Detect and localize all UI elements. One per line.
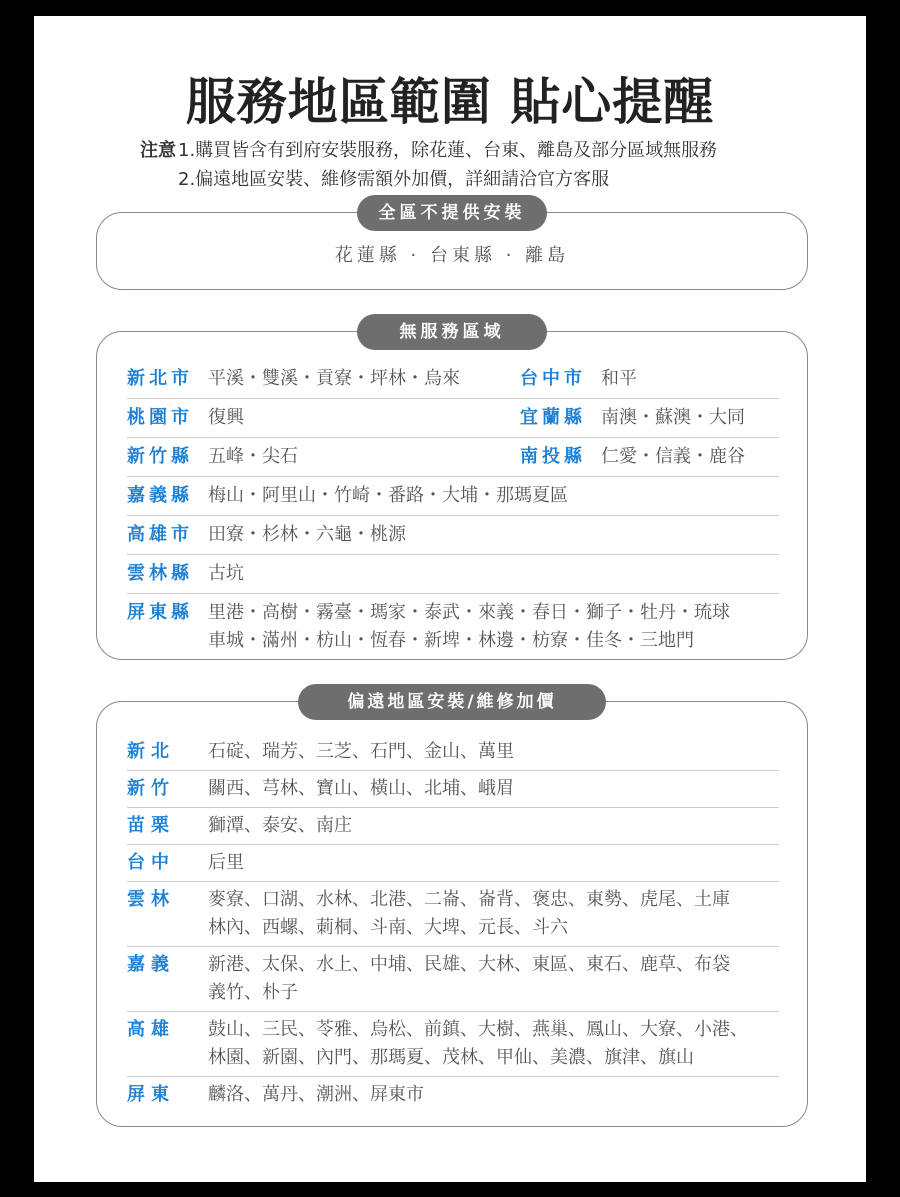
region-name: 高雄 (127, 1019, 175, 1040)
region-areas-cont: 林園、新園、內門、那瑪夏、茂林、甲仙、美濃、旗津、旗山 (208, 1047, 694, 1068)
page-title: 服務地區範圍 貼心提醒 (185, 73, 715, 131)
region-name: 雲林縣 (127, 563, 193, 584)
region-name: 嘉義縣 (127, 485, 193, 506)
region-name: 台中市 (520, 368, 586, 389)
notes (140, 136, 717, 194)
list-item (127, 734, 779, 771)
region-areas-cont: 車城・滿州・枋山・恆春・新埤・林邊・枋寮・佳冬・三地門 (208, 630, 694, 651)
region-areas: 南澳・蘇澳・大同 (601, 407, 745, 428)
notes-label: 注意 (140, 140, 176, 161)
region-areas: 平溪・雙溪・貢寮・坪林・烏來 (208, 368, 460, 389)
region-name: 台中 (127, 852, 175, 873)
region-name: 屏東縣 (127, 602, 193, 623)
region-areas: 后里 (208, 852, 244, 873)
list-item (127, 477, 779, 516)
list-item (127, 594, 779, 660)
region-name: 苗栗 (127, 815, 175, 836)
no-service-label: 無服務區域 (357, 314, 547, 350)
list-item (127, 771, 779, 808)
list-item (127, 516, 779, 555)
region-name: 新竹 (127, 778, 175, 799)
no-service-list (127, 360, 779, 660)
region-areas: 田寮・杉林・六龜・桃源 (208, 524, 406, 545)
region-name: 新北 (127, 741, 175, 762)
surcharge-label: 偏遠地區安裝/維修加價 (298, 684, 606, 720)
list-item (127, 360, 779, 399)
region-name: 新北市 (127, 368, 193, 389)
list-item (127, 1012, 779, 1077)
region-areas: 和平 (601, 368, 637, 389)
info-card (34, 16, 866, 1182)
list-item (127, 438, 779, 477)
region-areas: 古坑 (208, 563, 244, 584)
surcharge-section (96, 692, 808, 1127)
region-areas: 石碇、瑞芳、三芝、石門、金山、萬里 (208, 741, 514, 762)
region-name: 嘉義 (127, 954, 175, 975)
region-areas: 仁愛・信義・鹿谷 (601, 446, 745, 467)
list-item (127, 882, 779, 947)
region-areas: 復興 (208, 407, 244, 428)
no-install-content: 花蓮縣 · 台東縣 · 離島 (334, 245, 570, 266)
region-areas: 鼓山、三民、苓雅、烏松、前鎮、大樹、燕巢、鳳山、大寮、小港、 (208, 1019, 748, 1040)
region-areas-cont: 義竹、朴子 (208, 982, 298, 1003)
note-line-1: 1.購買皆含有到府安裝服務，除花蓮、台東、離島及部分區域無服務 (178, 140, 718, 161)
region-areas-cont: 林內、西螺、莿桐、斗南、大埤、元長、斗六 (208, 917, 568, 938)
region-name: 新竹縣 (127, 446, 193, 467)
list-item (127, 1077, 779, 1113)
region-areas: 梅山・阿里山・竹崎・番路・大埔・那瑪夏區 (208, 485, 568, 506)
region-areas: 里港・高樹・霧臺・瑪家・泰武・來義・春日・獅子・牡丹・琉球 (208, 602, 730, 623)
surcharge-list (127, 734, 779, 1113)
region-name: 桃園市 (127, 407, 193, 428)
region-name: 南投縣 (520, 446, 586, 467)
list-item (127, 808, 779, 845)
region-areas: 麟洛、萬丹、潮洲、屏東市 (208, 1084, 424, 1105)
region-areas: 五峰・尖石 (208, 446, 298, 467)
region-name: 雲林 (127, 889, 175, 910)
list-item (127, 555, 779, 594)
list-item (127, 845, 779, 882)
no-service-section (96, 322, 808, 660)
region-areas: 關西、芎林、寶山、橫山、北埔、峨眉 (208, 778, 514, 799)
region-name: 宜蘭縣 (520, 407, 586, 428)
no-install-section (96, 203, 808, 290)
region-areas: 麥寮、口湖、水林、北港、二崙、崙背、褒忠、東勢、虎尾、土庫 (208, 889, 730, 910)
list-item (127, 399, 779, 438)
region-name: 屏東 (127, 1084, 175, 1105)
region-name: 高雄市 (127, 524, 193, 545)
region-areas: 新港、太保、水上、中埔、民雄、大林、東區、東石、鹿草、布袋 (208, 954, 730, 975)
note-line-2: 2.偏遠地區安裝、維修需額外加價，詳細請洽官方客服 (178, 169, 610, 190)
no-install-label: 全區不提供安裝 (357, 195, 547, 231)
list-item (127, 947, 779, 1012)
region-areas: 獅潭、泰安、南庄 (208, 815, 352, 836)
